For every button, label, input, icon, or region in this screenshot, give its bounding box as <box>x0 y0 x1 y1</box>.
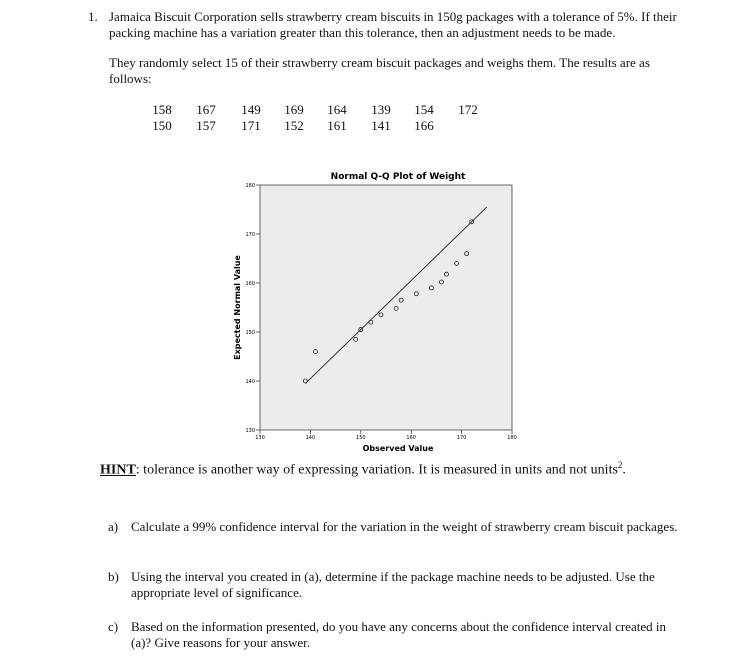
data-value: 167 <box>196 102 216 117</box>
hint-end: . <box>622 462 626 478</box>
y-tick-label: 150 <box>245 330 255 336</box>
chart-title: Normal Q-Q Plot of Weight <box>330 172 466 182</box>
data-value: 169 <box>284 102 304 117</box>
item-text: Based on the information presented, do you have any concerns about the confidence interval created in (a)? Give reasons for your answer. <box>131 619 666 650</box>
y-tick-label: 160 <box>245 281 255 287</box>
item-label: c) <box>108 619 119 634</box>
question-number: 1. <box>88 9 98 24</box>
data-value: 154 <box>414 102 434 117</box>
plot-area <box>260 185 512 430</box>
y-axis-label: Expected Normal Value <box>233 255 242 360</box>
sample-text: They randomly select 15 of their strawberry cream biscuit packages and weighs them. The results are as follows: <box>109 55 650 86</box>
y-tick-label: 180 <box>245 183 255 189</box>
data-value: 161 <box>327 118 347 133</box>
data-value: 171 <box>241 118 261 133</box>
data-value: 149 <box>241 102 261 117</box>
data-value: 158 <box>152 102 172 117</box>
data-value: 152 <box>284 118 304 133</box>
data-value: 166 <box>414 118 434 133</box>
hint-label: HINT <box>100 462 136 478</box>
x-tick-label: 160 <box>406 435 416 441</box>
x-tick-label: 150 <box>356 435 366 441</box>
data-value: 164 <box>327 102 347 117</box>
item-label: b) <box>108 569 119 584</box>
data-value: 141 <box>371 118 391 133</box>
question-text: Jamaica Biscuit Corporation sells strawberry cream biscuits in 150g packages with a tolerance of 5%. If their packing machine has a variation greater than this tolerance, then an adjustment needs to be made. <box>109 9 677 40</box>
data-value: 157 <box>196 118 216 133</box>
qq-plot <box>228 165 520 457</box>
y-tick-label: 130 <box>245 428 255 434</box>
data-value: 139 <box>371 102 391 117</box>
hint-text: : tolerance is another way of expressing variation. It is measured in units and not units <box>135 462 618 478</box>
x-tick-label: 180 <box>507 435 517 441</box>
x-tick-label: 140 <box>305 435 316 441</box>
x-axis-label: Observed Value <box>362 444 434 453</box>
item-text: Calculate a 99% confidence interval for the variation in the weight of strawberry cream biscuit packages. <box>131 519 678 534</box>
data-value: 150 <box>152 118 172 133</box>
y-tick-label: 140 <box>245 379 255 385</box>
hint-superscript: 2 <box>617 460 623 470</box>
data-value: 172 <box>458 102 478 117</box>
x-tick-label: 130 <box>255 435 265 441</box>
item-label: a) <box>108 519 119 534</box>
item-text: Using the interval you created in (a), determine if the package machine needs to be adjusted. Use the appropriate level of significance. <box>131 569 655 600</box>
y-tick-label: 170 <box>245 232 255 238</box>
qq-plot-svg <box>228 165 520 457</box>
hint <box>100 460 626 479</box>
x-tick-label: 170 <box>456 435 467 441</box>
